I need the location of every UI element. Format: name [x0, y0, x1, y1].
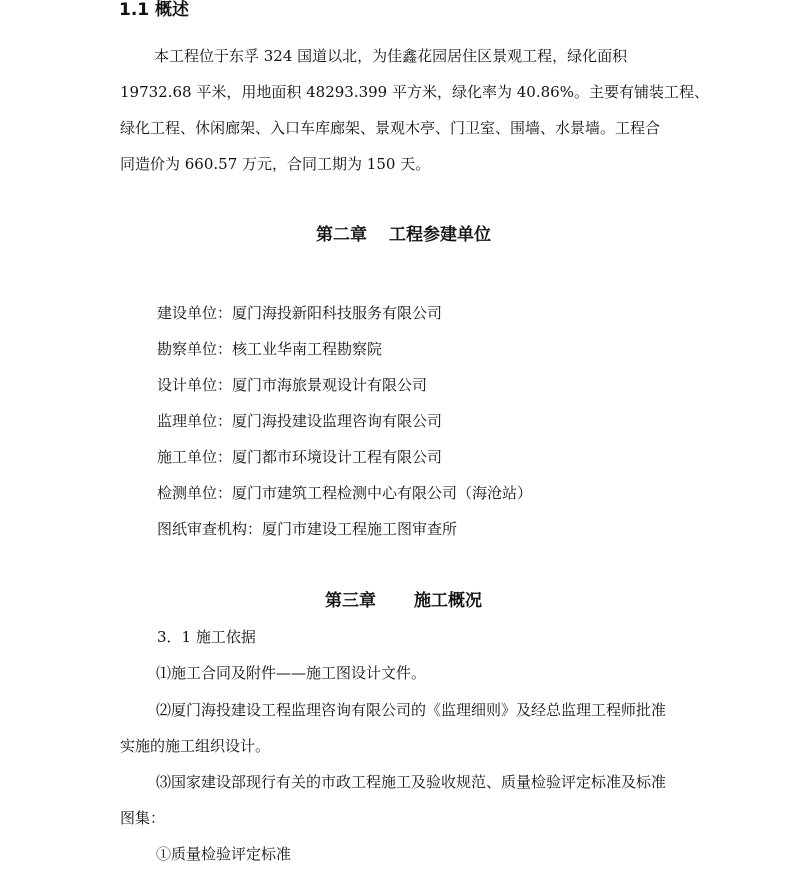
participant-unit: 图纸审查机构：厦门市建设工程施工图审查所 [157, 520, 458, 538]
chapter-2-heading [316, 225, 491, 245]
basis-item: ⑴施工合同及附件——施工图设计文件。 [156, 664, 427, 682]
chapter-3-title: 施工概况 [414, 591, 482, 611]
subsection-heading: 3．1 施工依据 [157, 628, 256, 646]
participant-unit: 设计单位：厦门市海旅景观设计有限公司 [157, 376, 428, 394]
paragraph-line: 19732.68 平米，用地面积 48293.399 平方米，绿化率为 40.86%。主要有铺装工程、 [120, 83, 709, 101]
paragraph-line: 同造价为 660.57 万元，合同工期为 150 天。 [120, 155, 431, 173]
chapter-2-number: 第二章 [316, 225, 367, 245]
paragraph-line: 绿化工程、休闲廊架、入口车库廊架、景观木亭、门卫室、围墙、水景墙。工程合 [120, 119, 661, 137]
chapter-2-title: 工程参建单位 [389, 225, 491, 245]
participant-unit: 施工单位：厦门都市环境设计工程有限公司 [157, 448, 443, 466]
chapter-3-heading [325, 591, 482, 611]
participant-unit: 监理单位：厦门海投建设监理咨询有限公司 [157, 412, 443, 430]
section-heading: 1.1 概述 [119, 0, 190, 20]
participant-unit: 检测单位：厦门市建筑工程检测中心有限公司（海沧站） [157, 484, 533, 502]
participant-unit: 建设单位：厦门海投新阳科技服务有限公司 [157, 304, 443, 322]
participant-unit: 勘察单位：核工业华南工程勘察院 [157, 340, 383, 358]
chapter-3-number: 第三章 [325, 591, 376, 611]
basis-item: ⑵厦门海投建设工程监理咨询有限公司的《监理细则》及经总监理工程师批准 [156, 701, 667, 719]
basis-item: 实施的施工组织设计。 [120, 737, 271, 755]
basis-item: ⑶国家建设部现行有关的市政工程施工及验收规范、质量检验评定标准及标准 [156, 773, 667, 791]
paragraph-line: 本工程位于东孚 324 国道以北，为佳鑫花园居住区景观工程，绿化面积 [154, 47, 628, 65]
basis-item: 图集： [120, 809, 166, 827]
basis-item: ①质量检验评定标准 [156, 845, 292, 863]
